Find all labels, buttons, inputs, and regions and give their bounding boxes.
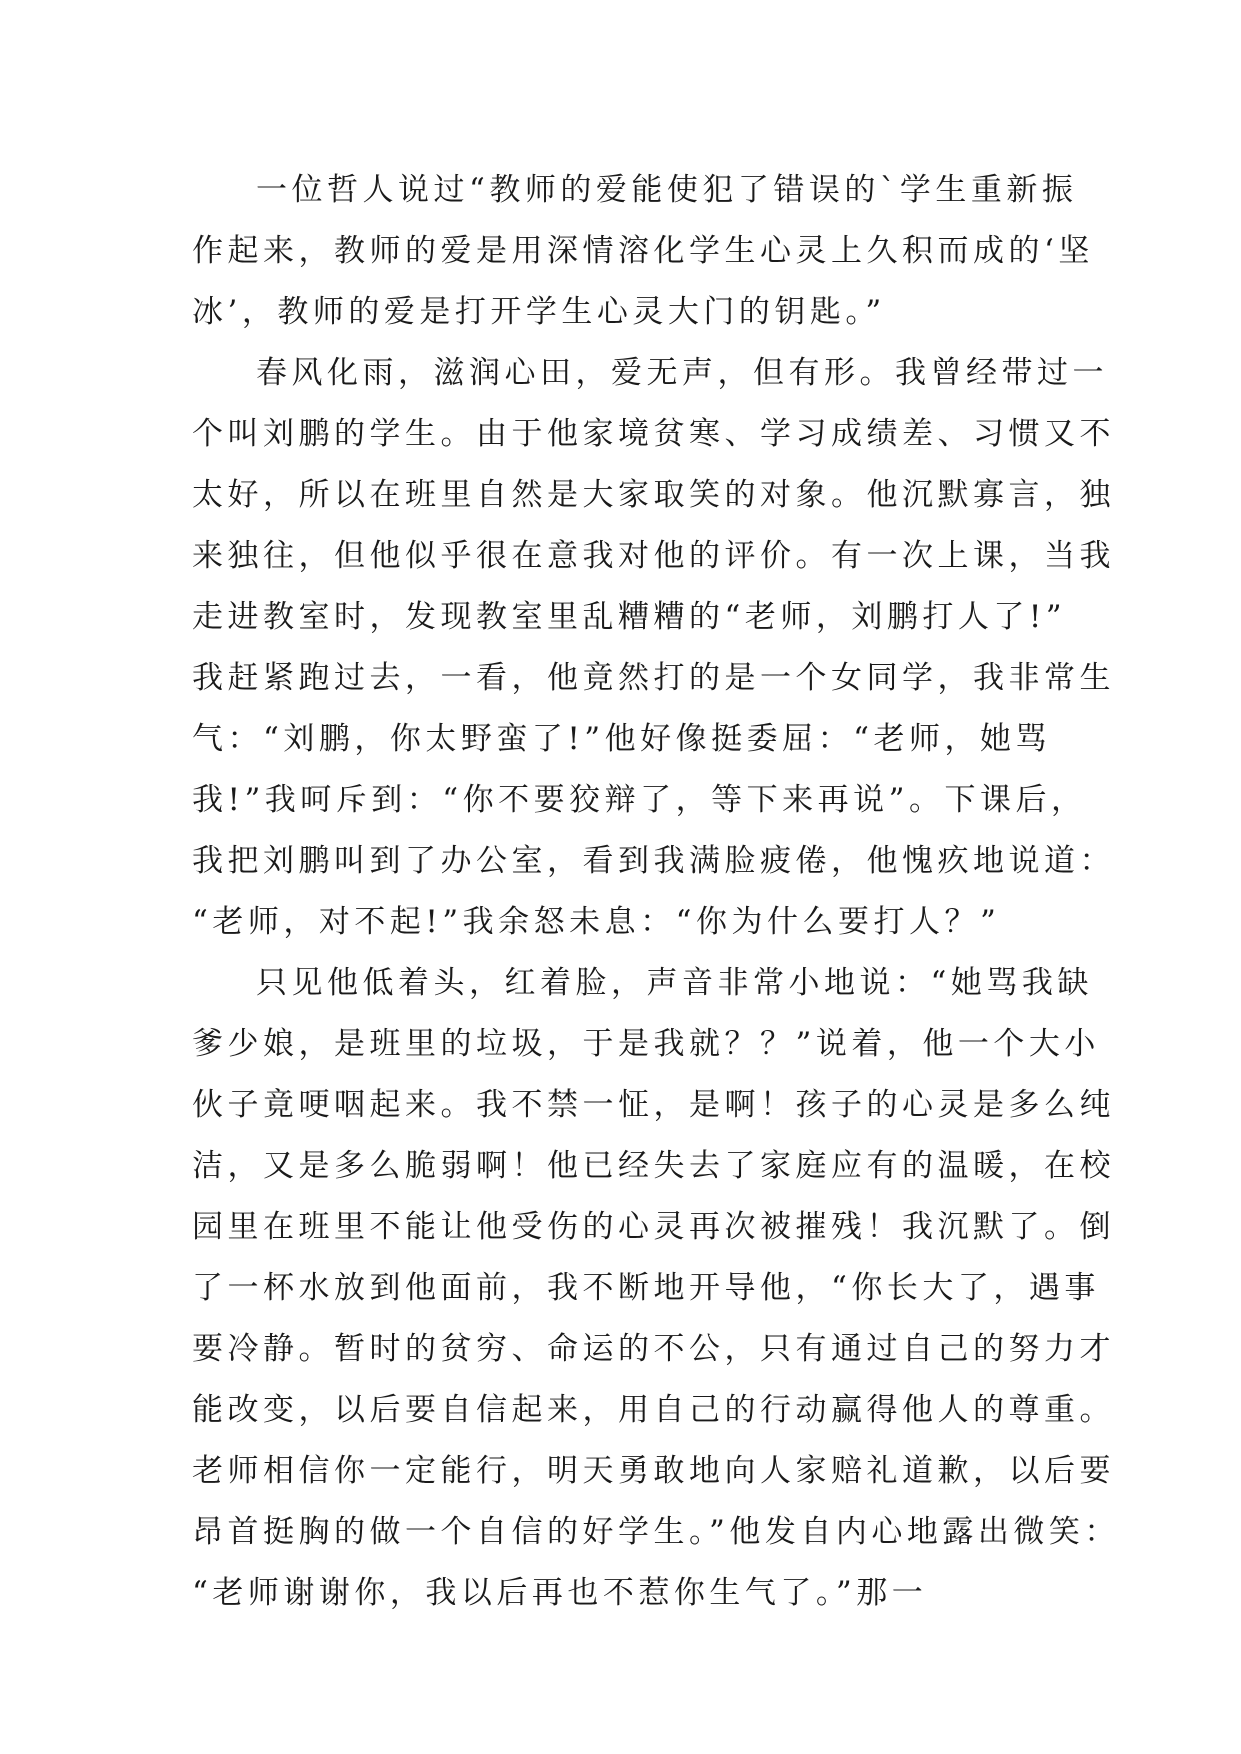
text-line: 只见他低着头，红着脸，声音非常小地说：“她骂我缺 (256, 965, 1093, 1001)
text-line: 洁，又是多么脆弱啊！他已经失去了家庭应有的温暖，在校 (192, 1148, 1115, 1184)
text-line: 来独往，但他似乎很在意我对他的评价。有一次上课，当我 (192, 538, 1115, 574)
text-line: 走进教室时，发现教室里乱糟糟的“老师，刘鹏打人了!” (192, 599, 1067, 635)
text-line: “老师谢谢你，我以后再也不惹你生气了。”那一 (192, 1575, 928, 1611)
text-line: 爹少娘，是班里的垃圾，于是我就？？”说着，他一个大小 (192, 1026, 1100, 1062)
text-line: 能改变，以后要自信起来，用自己的行动赢得他人的尊重。 (192, 1392, 1115, 1428)
text-line: 气：“刘鹏，你太野蛮了!”他好像挺委屈：“老师，她骂 (192, 721, 1051, 757)
text-line: 作起来，教师的爱是用深情溶化学生心灵上久积而成的‘坚 (192, 233, 1094, 269)
text-line: 个叫刘鹏的学生。由于他家境贫寒、学习成绩差、习惯又不 (192, 416, 1115, 452)
text-line: 老师相信你一定能行，明天勇敢地向人家赔礼道歉，以后要 (192, 1453, 1115, 1489)
text-line: “老师，对不起!”我余怒未息：“你为什么要打人？” (192, 904, 1001, 940)
text-line: 我赶紧跑过去，一看，他竟然打的是一个女同学，我非常生 (192, 660, 1115, 696)
text-line: 要冷静。暂时的贫穷、命运的不公，只有通过自己的努力才 (192, 1331, 1115, 1367)
text-line: 冰’，教师的爱是打开学生心灵大门的钥匙。” (192, 294, 886, 330)
text-line: 太好，所以在班里自然是大家取笑的对象。他沉默寡言，独 (192, 477, 1115, 513)
text-line: 园里在班里不能让他受伤的心灵再次被摧残！我沉默了。倒 (192, 1209, 1115, 1245)
text-line: 我!”我呵斥到：“你不要狡辩了，等下来再说”。下课后， (192, 782, 1087, 818)
text-line: 伙子竟哽咽起来。我不禁一怔，是啊！孩子的心灵是多么纯 (192, 1087, 1115, 1123)
text-line: 了一杯水放到他面前，我不断地开导他，“你长大了，遇事 (192, 1270, 1100, 1306)
text-line: 春风化雨，滋润心田，爱无声，但有形。我曾经带过一 (256, 355, 1108, 391)
text-line: 昂首挺胸的做一个自信的好学生。”他发自内心地露出微笑： (192, 1514, 1120, 1550)
document-body (192, 160, 1120, 1624)
text-line: 一位哲人说过“教师的爱能使犯了错误的`学生重新振 (256, 172, 1078, 208)
text-line: 我把刘鹏叫到了办公室，看到我满脸疲倦，他愧疚地说道： (192, 843, 1115, 879)
